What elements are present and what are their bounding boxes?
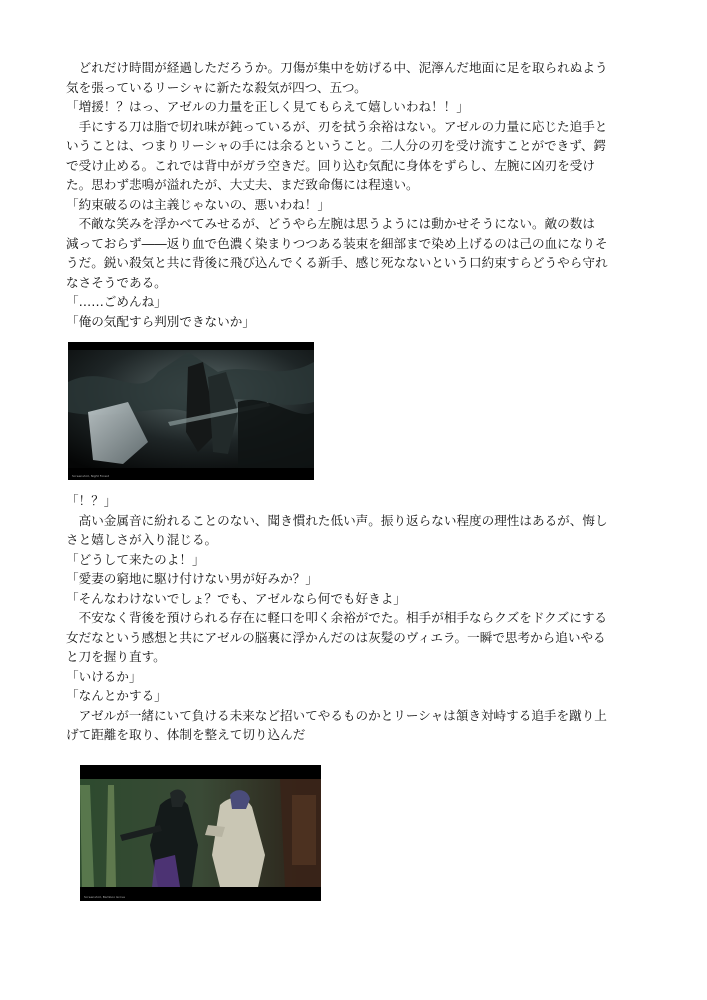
text-line: アゼルが一緒にいて負ける未来など招いてやるものかとリーシャは頷き対峙する追手を蹴り上 <box>66 707 607 723</box>
text-line: 「！？」 <box>66 493 117 508</box>
text-line: で受け止める。これでは背中がガラ空きだ。回り込む気配に身体をずらし、左腕に凶刃を受け <box>66 157 595 173</box>
text-line: 「いけるか」 <box>66 668 142 684</box>
text-line: と刀を握り直す。 <box>66 649 166 664</box>
text-line: 「そんなわけないでしょ？でも、アゼルなら何でも好きよ」 <box>66 590 406 606</box>
text-line: 「俺の気配すら判別できないか」 <box>66 313 255 329</box>
screenshot-image-1 <box>68 342 314 480</box>
text-line: 手にする刀は脂で切れ味が鈍っているが、刃を拭う余裕はない。アゼルの力量に応じた追手と <box>66 118 608 134</box>
screenshot-image-1-scene <box>68 342 314 480</box>
screenshot-image-2 <box>80 765 321 901</box>
text-line: さと嬉しさが入り混じる。 <box>66 532 218 547</box>
text-line: 女だなという感想と共にアゼルの脳裏に浮かんだのは灰髪のヴィエラ。一瞬で思考から追いやる <box>66 629 606 645</box>
text-line: うだ。鋭い殺気と共に背後に飛び込んでくる新手、感じ死なないという口約束すらどうやら守れ <box>66 255 608 270</box>
text-line: 「増援！？はっ、アゼルの力量を正しく見てもらえて嬉しいわね！！」 <box>66 99 469 114</box>
text-line: 「なんとかする」 <box>66 688 167 703</box>
text-line: 「……ごめんね」 <box>66 294 167 309</box>
text-line: どれだけ時間が経過しただろうか。刀傷が集中を妨げる中、泥濘んだ地面に足を取られぬよう <box>66 60 608 75</box>
text-line: 気を張っているリーシャに新たな殺気が四つ、五つ。 <box>66 79 367 95</box>
text-block-a <box>66 58 644 331</box>
screenshot-image-2-scene <box>80 765 321 901</box>
text-line: げて距離を取り、体制を整えて切り込んだ <box>66 727 306 742</box>
text-line: なさそうである。 <box>66 274 167 290</box>
screenshot-image-2-caption: Screenshot, Bamboo Grove <box>84 894 125 899</box>
text-line: た。思わず悲鳴が溢れたが、大丈夫、まだ致命傷には程遠い。 <box>66 177 419 192</box>
text-line: 不安なく背後を預けられる存在に軽口を叩く余裕がでた。相手が相手ならクズをドクズにする <box>66 610 608 625</box>
screenshot-image-1-caption: Screenshot, Night Forest <box>72 474 109 478</box>
text-line: 「どうして来たのよ！」 <box>66 551 205 567</box>
text-block-b <box>66 491 644 745</box>
text-line: いうことは、つまりリーシャの手には余るということ。二人分の刃を受け流すことができず、鍔 <box>66 138 607 153</box>
text-line: 高い金属音に紛れることのない、聞き慣れた低い声。振り返らない程度の理性はあるが、悔し <box>66 512 608 528</box>
text-line: 「愛妻の窮地に駆け付けない男が好みか？」 <box>66 571 318 586</box>
document-page <box>66 58 644 901</box>
text-line: 「約束破るのは主義じゃないの、悪いわね！」 <box>66 196 330 212</box>
text-line: 減っておらず――返り血で色濃く染まりつつある装束を細部まで染め上げるのは己の血になりそ <box>66 235 608 251</box>
text-line: 不敵な笑みを浮かべてみせるが、どうやら左腕は思うようには動かせそうにない。敵の数は <box>66 216 595 231</box>
